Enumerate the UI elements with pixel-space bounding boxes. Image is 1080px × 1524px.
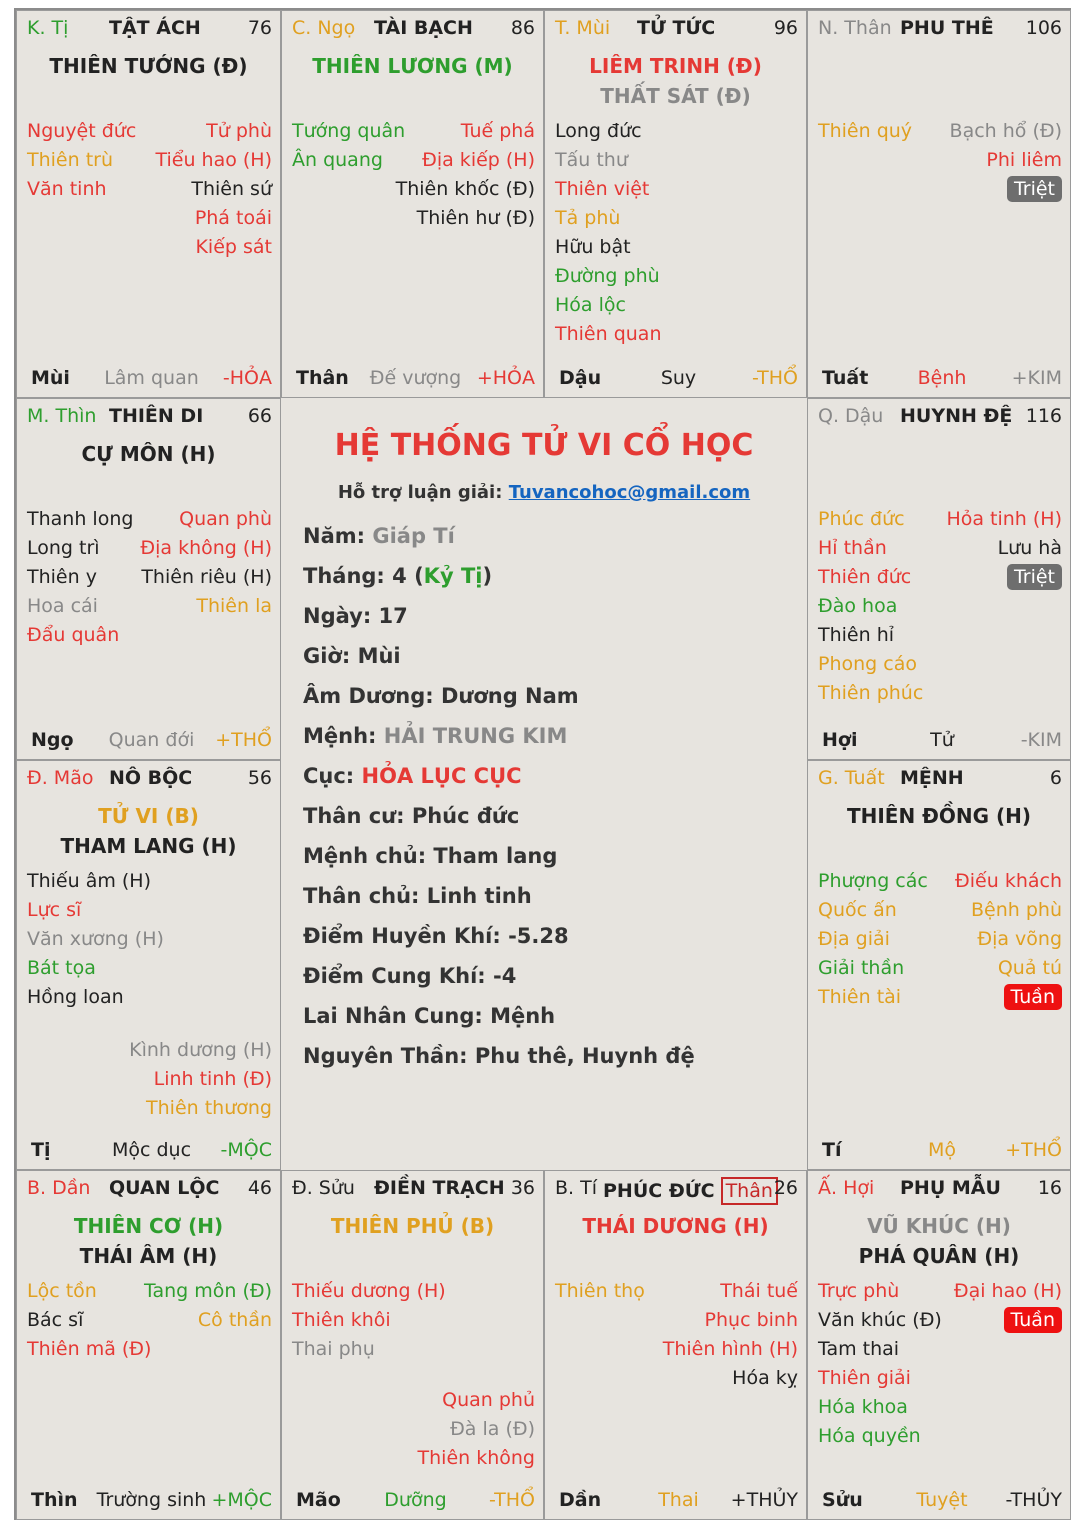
palace-mid-l1[interactable] bbox=[16, 398, 281, 760]
minor-stars-left bbox=[27, 117, 136, 204]
info-row bbox=[303, 516, 695, 556]
info-list bbox=[303, 516, 695, 1076]
palace-top-2[interactable] bbox=[281, 10, 544, 398]
main-star: THIÊN ĐỒNG (H) bbox=[846, 804, 1032, 828]
star-right: Thiên la bbox=[196, 595, 272, 617]
info-row bbox=[303, 676, 695, 716]
info-value-suffix: ) bbox=[482, 564, 493, 588]
palace-can-chi: C. Ngọ bbox=[292, 17, 356, 39]
main-stars bbox=[545, 51, 806, 111]
main-stars bbox=[17, 439, 280, 469]
star-right: Đà la (Đ) bbox=[450, 1418, 535, 1440]
star-right: Thiên hình (H) bbox=[662, 1338, 798, 1360]
info-label: Năm: bbox=[303, 524, 373, 548]
palace-header bbox=[27, 1177, 272, 1205]
star-right: Bạch hổ (Đ) bbox=[949, 120, 1062, 142]
star-left: Đẩu quân bbox=[27, 624, 120, 646]
star-right: Phá toái bbox=[194, 207, 272, 229]
main-star: CỰ MÔN (H) bbox=[81, 442, 216, 466]
minor-stars-left bbox=[555, 1277, 645, 1306]
palace-name: TỬ TỨC bbox=[637, 17, 716, 39]
palace-stage: Mộc dục bbox=[111, 1139, 192, 1161]
minor-stars-left bbox=[292, 1277, 446, 1364]
palace-bot-1[interactable] bbox=[16, 1170, 281, 1520]
info-value: 4 ( bbox=[392, 564, 424, 588]
palace-header bbox=[818, 767, 1062, 795]
palace-stage: Suy bbox=[660, 367, 697, 389]
palace-can-chi: K. Tị bbox=[27, 17, 69, 39]
star-left: Phượng các bbox=[818, 870, 928, 892]
star-left: Lộc tồn bbox=[27, 1280, 97, 1302]
minor-stars-right-bottom bbox=[129, 1036, 272, 1123]
palace-branch: Sửu bbox=[822, 1489, 863, 1511]
minor-stars-right-bottom bbox=[418, 1386, 535, 1473]
palace-name: PHÚC ĐỨC Thân bbox=[603, 1177, 778, 1205]
star-right: Tử phù bbox=[206, 120, 272, 142]
palace-age: 26 bbox=[773, 1177, 798, 1199]
palace-stage: Đế vượng bbox=[369, 367, 462, 389]
palace-stage: Trường sinh bbox=[96, 1489, 207, 1511]
palace-header bbox=[555, 17, 798, 45]
star-right: Tuế phá bbox=[460, 120, 535, 142]
minor-stars-right bbox=[140, 505, 272, 621]
support-label: Hỗ trợ luận giải: bbox=[337, 482, 503, 503]
palace-element: +HỎA bbox=[476, 367, 535, 389]
info-label: Lai Nhân Cung: bbox=[303, 1004, 491, 1028]
star-right: Địa kiếp (H) bbox=[422, 149, 535, 171]
main-stars bbox=[17, 51, 280, 81]
palace-name: HUYNH ĐỆ bbox=[900, 405, 1013, 427]
info-row bbox=[303, 756, 695, 796]
palace-top-3[interactable] bbox=[544, 10, 807, 398]
palace-element: +THỦY bbox=[730, 1489, 798, 1511]
star-left: Quốc ấn bbox=[818, 899, 897, 921]
palace-footer bbox=[31, 1485, 272, 1511]
star-right: Phi liêm bbox=[986, 149, 1062, 171]
palace-element: -KIM bbox=[1020, 729, 1062, 751]
info-label: Mệnh: bbox=[303, 724, 384, 748]
main-star: THIÊN TƯỚNG (Đ) bbox=[49, 54, 248, 78]
main-star: PHÁ QUÂN (H) bbox=[858, 1244, 1020, 1268]
star-left: Long đức bbox=[555, 120, 642, 142]
palace-footer bbox=[822, 725, 1062, 751]
palace-branch: Dần bbox=[559, 1489, 602, 1511]
palace-stage: Lâm quan bbox=[104, 367, 199, 389]
info-row bbox=[303, 876, 695, 916]
star-right: Thiên riêu (H) bbox=[141, 566, 272, 588]
tuan-badge: Tuần bbox=[1004, 1307, 1062, 1333]
info-value: -5.28 bbox=[508, 924, 569, 948]
chart-title: HỆ THỐNG TỬ VI CỔ HỌC bbox=[334, 428, 754, 463]
palace-branch: Hợi bbox=[822, 729, 858, 751]
star-left: Tả phù bbox=[555, 207, 621, 229]
star-right: Địa võng bbox=[977, 928, 1062, 950]
info-row bbox=[303, 596, 695, 636]
star-left: Văn khúc (Đ) bbox=[818, 1309, 942, 1331]
info-row bbox=[303, 1036, 695, 1076]
star-left: Thiên giải bbox=[818, 1367, 911, 1389]
star-right bbox=[950, 175, 1062, 204]
star-right: Thiên khốc (Đ) bbox=[395, 178, 535, 200]
palace-name: QUAN LỘC bbox=[109, 1177, 220, 1199]
tuan-badge: Tuần bbox=[1004, 984, 1062, 1010]
info-value: Phúc đức bbox=[411, 804, 520, 828]
info-value: Mệnh bbox=[490, 1004, 556, 1028]
palace-branch: Mùi bbox=[31, 367, 70, 389]
minor-stars-left bbox=[27, 505, 133, 650]
star-right bbox=[954, 1306, 1062, 1335]
star-right: Bệnh phù bbox=[971, 899, 1062, 921]
info-row bbox=[303, 996, 695, 1036]
info-value: HỎA LỤC CỤC bbox=[361, 764, 522, 788]
info-row bbox=[303, 636, 695, 676]
info-label: Âm Dương: bbox=[303, 684, 441, 708]
star-left: Văn tinh bbox=[27, 178, 107, 200]
info-value: Phu thê, Huynh đệ bbox=[474, 1044, 695, 1068]
star-left: Thiên quan bbox=[555, 323, 662, 345]
star-right: Thiên không bbox=[417, 1447, 535, 1469]
main-star: THIÊN PHỦ (B) bbox=[330, 1214, 495, 1238]
palace-name: THIÊN DI bbox=[109, 405, 204, 427]
main-star: LIÊM TRINH (Đ) bbox=[589, 54, 762, 78]
info-value: 17 bbox=[378, 604, 408, 628]
palace-footer bbox=[31, 1135, 272, 1161]
star-left: Thiên phúc bbox=[818, 682, 924, 704]
info-row bbox=[303, 556, 695, 596]
main-star: THẤT SÁT (Đ) bbox=[600, 84, 751, 108]
palace-can-chi: B. Tí bbox=[555, 1177, 597, 1199]
palace-branch: Thìn bbox=[31, 1489, 78, 1511]
palace-header bbox=[818, 1177, 1062, 1205]
palace-footer bbox=[559, 1485, 798, 1511]
palace-age: 116 bbox=[1025, 405, 1062, 427]
palace-element: -MỘC bbox=[220, 1139, 272, 1161]
palace-stage: Mộ bbox=[927, 1139, 957, 1161]
palace-age: 76 bbox=[247, 17, 272, 39]
minor-stars-left bbox=[27, 867, 164, 1012]
minor-stars-right bbox=[950, 117, 1062, 204]
palace-stage: Thai bbox=[658, 1489, 699, 1511]
star-right: Cô thần bbox=[197, 1309, 272, 1331]
palace-top-1[interactable] bbox=[16, 10, 281, 398]
star-right: Quan phủ bbox=[442, 1389, 535, 1411]
minor-stars-right bbox=[946, 505, 1062, 592]
star-left: Thiên trù bbox=[27, 149, 114, 171]
main-stars bbox=[282, 1211, 543, 1241]
star-left: Đào hoa bbox=[818, 595, 898, 617]
palace-header bbox=[555, 1177, 798, 1205]
palace-footer bbox=[296, 1485, 535, 1511]
star-left: Thai phụ bbox=[292, 1338, 375, 1360]
star-left: Giải thần bbox=[818, 957, 905, 979]
palace-footer bbox=[559, 363, 798, 389]
info-label: Điểm Huyền Khí: bbox=[303, 924, 509, 948]
info-value: Linh tinh bbox=[426, 884, 532, 908]
palace-element: +THỔ bbox=[215, 729, 272, 751]
palace-can-chi: Đ. Sửu bbox=[292, 1177, 355, 1199]
palace-name: TÀI BẠCH bbox=[374, 17, 473, 39]
palace-mid-l2[interactable] bbox=[16, 760, 281, 1170]
palace-age: 86 bbox=[510, 17, 535, 39]
palace-age: 106 bbox=[1025, 17, 1062, 39]
palace-age: 56 bbox=[247, 767, 272, 789]
palace-mid-r1[interactable] bbox=[807, 398, 1071, 760]
star-left: Đường phù bbox=[555, 265, 660, 287]
palace-can-chi: T. Mùi bbox=[555, 17, 611, 39]
star-left: Tấu thư bbox=[555, 149, 628, 171]
star-left: Phúc đức bbox=[818, 508, 905, 530]
horoscope-chart bbox=[14, 8, 1071, 1520]
star-left: Hoa cái bbox=[27, 595, 98, 617]
info-row bbox=[303, 916, 695, 956]
star-left: Văn xương (H) bbox=[27, 928, 164, 950]
main-stars bbox=[808, 1211, 1070, 1271]
star-left: Thiên khôi bbox=[292, 1309, 391, 1331]
star-right: Linh tinh (Đ) bbox=[153, 1068, 272, 1090]
star-left: Thanh long bbox=[27, 508, 134, 530]
palace-stage: Tử bbox=[930, 729, 954, 751]
star-left: Trực phù bbox=[818, 1280, 900, 1302]
star-left: Thiên việt bbox=[555, 178, 650, 200]
star-right: Hóa kỵ bbox=[732, 1367, 798, 1389]
minor-stars-right bbox=[955, 867, 1062, 1012]
info-value: Tham lang bbox=[433, 844, 558, 868]
palace-can-chi: B. Dần bbox=[27, 1177, 91, 1199]
info-value-highlight: Kỷ Tị bbox=[423, 564, 483, 588]
star-left: Thiên quý bbox=[818, 120, 913, 142]
minor-stars-right bbox=[155, 117, 272, 262]
palace-stage: Bệnh bbox=[917, 367, 967, 389]
star-left: Ân quang bbox=[292, 149, 383, 171]
star-right: Lưu hà bbox=[997, 537, 1062, 559]
minor-stars-left bbox=[555, 117, 662, 349]
info-label: Giờ: bbox=[303, 644, 358, 668]
palace-header bbox=[27, 405, 272, 433]
star-left: Hóa khoa bbox=[818, 1396, 908, 1418]
palace-name: PHỤ MẪU bbox=[900, 1177, 1001, 1199]
info-value: HẢI TRUNG KIM bbox=[383, 724, 568, 748]
main-star: THIÊN CƠ (H) bbox=[73, 1214, 224, 1238]
palace-can-chi: Ấ. Hợi bbox=[818, 1177, 875, 1199]
star-right: Điếu khách bbox=[955, 870, 1062, 892]
main-stars bbox=[17, 1211, 280, 1271]
palace-age: 36 bbox=[510, 1177, 535, 1199]
main-star: VŨ KHÚC (H) bbox=[867, 1214, 1011, 1238]
star-right: Tang môn (Đ) bbox=[143, 1280, 272, 1302]
star-right: Tiểu hao (H) bbox=[155, 149, 272, 171]
main-star: THÁI DƯƠNG (H) bbox=[582, 1214, 769, 1238]
palace-branch: Tị bbox=[31, 1139, 51, 1161]
palace-bot-3[interactable] bbox=[544, 1170, 807, 1520]
star-left: Hóa quyền bbox=[818, 1425, 921, 1447]
info-value: Mùi bbox=[357, 644, 401, 668]
main-stars bbox=[808, 801, 1070, 831]
palace-header bbox=[27, 17, 272, 45]
info-row bbox=[303, 796, 695, 836]
info-value: -4 bbox=[493, 964, 517, 988]
star-left: Thiên hỉ bbox=[818, 624, 895, 646]
palace-can-chi: G. Tuất bbox=[818, 767, 885, 789]
star-left: Phong cáo bbox=[818, 653, 917, 675]
star-right: Kiếp sát bbox=[195, 236, 272, 258]
palace-element: +MỘC bbox=[211, 1489, 272, 1511]
star-left: Địa giải bbox=[818, 928, 890, 950]
info-label: Tháng: bbox=[303, 564, 393, 588]
star-left: Lực sĩ bbox=[27, 899, 82, 921]
palace-element: -THỔ bbox=[752, 367, 798, 389]
star-left: Thiếu âm (H) bbox=[27, 870, 152, 892]
minor-stars-left bbox=[818, 1277, 942, 1451]
info-row bbox=[303, 716, 695, 756]
palace-footer bbox=[31, 725, 272, 751]
palace-footer bbox=[31, 363, 272, 389]
palace-name: PHU THÊ bbox=[900, 17, 994, 39]
star-left: Bác sĩ bbox=[27, 1309, 84, 1331]
minor-stars-right bbox=[954, 1277, 1062, 1335]
minor-stars-left bbox=[292, 117, 405, 175]
palace-footer bbox=[822, 363, 1062, 389]
info-value: Dương Nam bbox=[440, 684, 579, 708]
star-right: Thiên thương bbox=[146, 1097, 272, 1119]
info-label: Ngày: bbox=[303, 604, 379, 628]
main-stars bbox=[17, 801, 280, 861]
palace-element: -HỎA bbox=[222, 367, 272, 389]
star-left: Thiên mã (Đ) bbox=[27, 1338, 152, 1360]
palace-header bbox=[27, 767, 272, 795]
info-label: Thân cư: bbox=[303, 804, 412, 828]
star-right bbox=[946, 563, 1062, 592]
palace-branch: Tuất bbox=[822, 367, 869, 389]
star-right: Thái tuế bbox=[720, 1280, 798, 1302]
star-right: Địa không (H) bbox=[140, 537, 272, 559]
main-star: THIÊN LƯƠNG (M) bbox=[312, 54, 513, 78]
palace-age: 46 bbox=[247, 1177, 272, 1199]
palace-branch: Mão bbox=[296, 1489, 341, 1511]
star-right: Kình dương (H) bbox=[129, 1039, 272, 1061]
palace-branch: Tí bbox=[822, 1139, 842, 1161]
palace-header bbox=[818, 17, 1062, 45]
palace-stage: Tuyệt bbox=[916, 1489, 968, 1511]
star-right: Thiên hư (Đ) bbox=[416, 207, 535, 229]
star-left: Hóa lộc bbox=[555, 294, 626, 316]
palace-footer bbox=[296, 363, 535, 389]
info-label: Mệnh chủ: bbox=[303, 844, 434, 868]
star-right bbox=[955, 983, 1062, 1012]
triet-badge: Triệt bbox=[1007, 176, 1062, 202]
main-stars bbox=[545, 1211, 806, 1241]
palace-name: ĐIỀN TRẠCH bbox=[374, 1177, 505, 1199]
palace-branch: Dậu bbox=[559, 367, 602, 389]
palace-header bbox=[818, 405, 1062, 433]
info-row bbox=[303, 956, 695, 996]
center-info-panel bbox=[281, 398, 807, 1171]
palace-element: +THỔ bbox=[1005, 1139, 1062, 1161]
palace-element: +KIM bbox=[1011, 367, 1062, 389]
palace-can-chi: M. Thìn bbox=[27, 405, 97, 427]
than-tag: Thân bbox=[721, 1177, 778, 1205]
minor-stars-right bbox=[144, 1277, 272, 1335]
main-star: THÁI ÂM (H) bbox=[79, 1244, 218, 1268]
palace-name: NÔ BỘC bbox=[109, 767, 193, 789]
info-value: Giáp Tí bbox=[372, 524, 455, 548]
palace-can-chi: N. Thân bbox=[818, 17, 892, 39]
palace-stage: Quan đới bbox=[108, 729, 195, 751]
minor-stars-left bbox=[818, 505, 923, 708]
palace-bot-2[interactable] bbox=[281, 1170, 544, 1520]
palace-age: 6 bbox=[1049, 767, 1062, 789]
palace-name: MỆNH bbox=[900, 767, 964, 789]
star-left: Long trì bbox=[27, 537, 100, 559]
star-left: Thiếu dương (H) bbox=[292, 1280, 446, 1302]
star-left: Hồng loan bbox=[27, 986, 124, 1008]
info-label: Nguyên Thần: bbox=[303, 1044, 475, 1068]
palace-footer bbox=[822, 1485, 1062, 1511]
support-line bbox=[281, 482, 807, 503]
star-right: Đại hao (H) bbox=[953, 1280, 1062, 1302]
palace-can-chi: Q. Dậu bbox=[818, 405, 884, 427]
info-label: Thân chủ: bbox=[303, 884, 427, 908]
star-left: Hỉ thần bbox=[818, 537, 887, 559]
star-left: Thiên y bbox=[27, 566, 97, 588]
minor-stars-right bbox=[396, 117, 535, 233]
info-label: Cục: bbox=[303, 764, 362, 788]
info-row bbox=[303, 836, 695, 876]
palace-header bbox=[292, 17, 535, 45]
palace-header bbox=[292, 1177, 535, 1205]
star-left: Thiên thọ bbox=[555, 1280, 645, 1302]
star-right: Thiên sứ bbox=[191, 178, 272, 200]
minor-stars-left bbox=[818, 867, 928, 1012]
palace-can-chi: Đ. Mão bbox=[27, 767, 94, 789]
star-left: Thiên đức bbox=[818, 566, 912, 588]
palace-age: 96 bbox=[773, 17, 798, 39]
palace-stage: Dưỡng bbox=[384, 1489, 447, 1511]
palace-age: 16 bbox=[1037, 1177, 1062, 1199]
support-email-link[interactable]: Tuvancohoc@gmail.com bbox=[508, 482, 751, 503]
star-left: Tam thai bbox=[818, 1338, 900, 1360]
star-left: Tướng quân bbox=[292, 120, 406, 142]
star-left: Thiên tài bbox=[818, 986, 902, 1008]
minor-stars-right bbox=[663, 1277, 798, 1393]
star-right: Quả tú bbox=[997, 957, 1062, 979]
palace-branch: Thân bbox=[296, 367, 349, 389]
minor-stars-left bbox=[27, 1277, 151, 1364]
palace-element: -THỔ bbox=[489, 1489, 535, 1511]
main-star: THAM LANG (H) bbox=[60, 834, 237, 858]
palace-name: TẬT ÁCH bbox=[109, 17, 201, 39]
palace-age: 66 bbox=[247, 405, 272, 427]
palace-bot-4[interactable] bbox=[807, 1170, 1071, 1520]
palace-footer bbox=[822, 1135, 1062, 1161]
main-stars bbox=[282, 51, 543, 81]
palace-top-4[interactable] bbox=[807, 10, 1071, 398]
main-star: TỬ VI (B) bbox=[98, 804, 199, 828]
triet-badge: Triệt bbox=[1007, 564, 1062, 590]
star-left: Nguyệt đức bbox=[27, 120, 137, 142]
star-right: Hỏa tinh (H) bbox=[946, 508, 1062, 530]
minor-stars-left bbox=[818, 117, 912, 146]
palace-element: -THỦY bbox=[1005, 1489, 1062, 1511]
palace-mid-r2[interactable] bbox=[807, 760, 1071, 1170]
star-left: Hữu bật bbox=[555, 236, 631, 258]
info-label: Điểm Cung Khí: bbox=[303, 964, 494, 988]
star-right: Phục binh bbox=[704, 1309, 798, 1331]
star-right: Quan phù bbox=[179, 508, 272, 530]
star-left: Bát tọa bbox=[27, 957, 96, 979]
palace-branch: Ngọ bbox=[31, 729, 74, 751]
